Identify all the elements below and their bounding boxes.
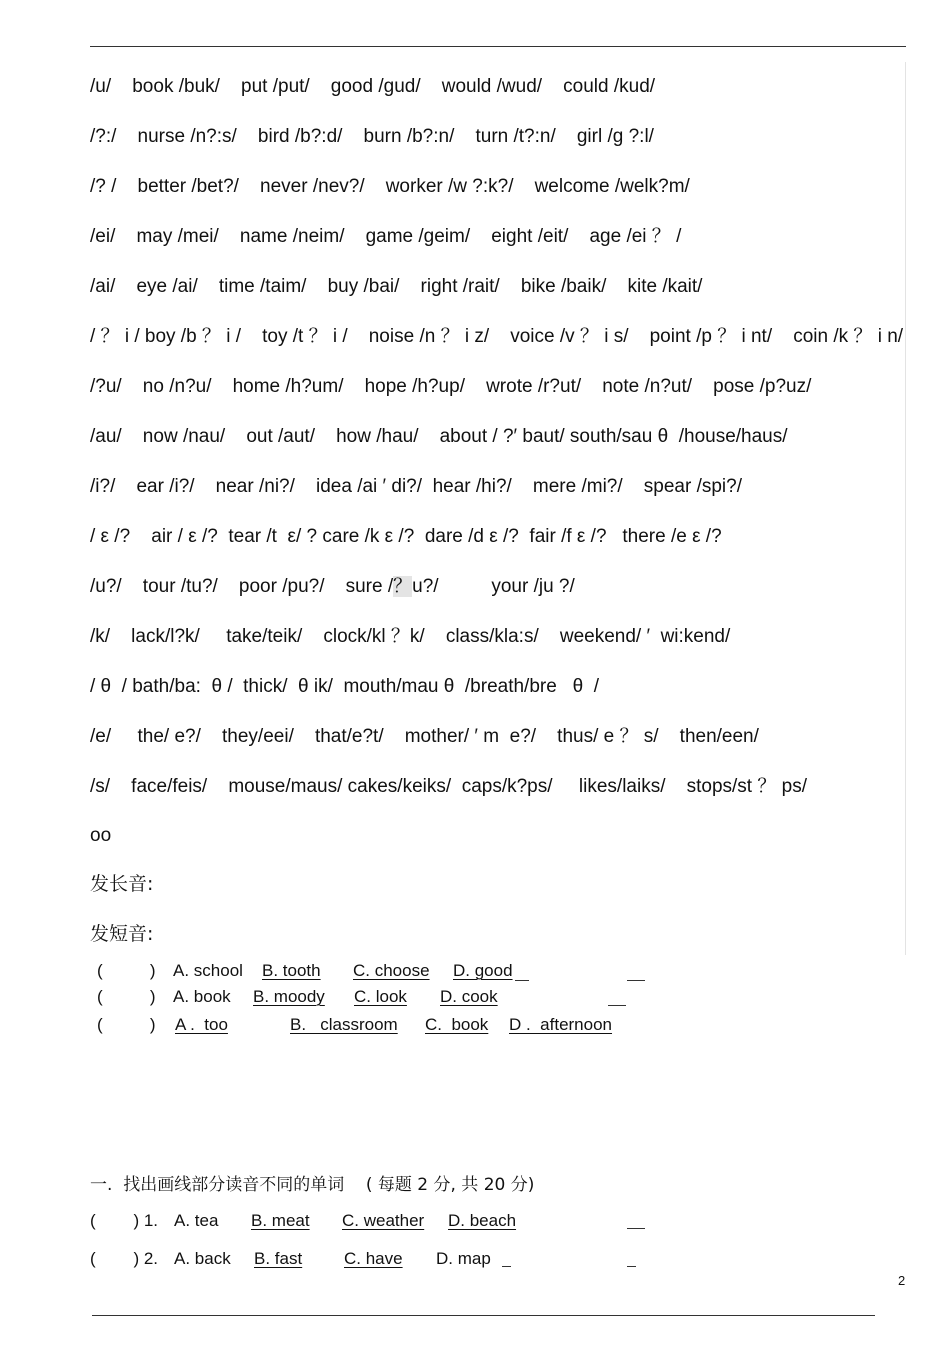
option-c: C. choose (353, 961, 430, 980)
option-c: C. look (354, 987, 407, 1006)
option-b: B. classroom (290, 1015, 398, 1034)
option-b: B. fast (254, 1249, 303, 1268)
option-b: B. moody (253, 987, 325, 1006)
long-sound-label: 发长音: (90, 873, 154, 895)
section-title: 一. 找出画线部分读音不同的单词 ( 每题 2 分, 共 20 分) (90, 1175, 535, 1195)
option-c: C. have (344, 1249, 403, 1268)
option-a: A. book (173, 987, 231, 1006)
option-b: B. tooth (262, 961, 321, 980)
phonics-line-ue (90, 575, 575, 599)
option-a: A. back (174, 1249, 231, 1268)
sure-suffix: u?/ your /ju ?/ (412, 576, 575, 597)
underline-blank (627, 980, 645, 981)
short-sound-label: 发短音: (90, 923, 154, 945)
answer-paren[interactable]: ( ) (97, 961, 156, 980)
phonics-line-ai: /ai/ eye /ai/ time /taim/ buy /bai/ right /rait/ bike /baik/ kite /kait/ (90, 276, 703, 297)
frame-border (905, 62, 906, 955)
option-b: B. meat (251, 1211, 310, 1230)
phonics-line-schwa: /? / better /bet?/ never /nev?/ worker /w ?:k?/ welcome /welk?m/ (90, 176, 690, 197)
option-d: D. map (436, 1249, 491, 1268)
phonics-line-oo: oo (90, 825, 112, 846)
answer-paren[interactable]: ( ) (97, 987, 156, 1006)
phonics-line-theta: / θ / bath/ba: θ / thick/ θ ik/ mouth/mau θ /breath/bre θ / (90, 676, 600, 697)
phonics-line-u: /u/ book /buk/ put /put/ good /gud/ would /wud/ could /kud/ (90, 76, 656, 97)
phonics-line-k: /k/ lack/l?k/ take/teik/ clock/kl ？k/ class/kla:s/ weekend/ ′ wi:kend/ (90, 626, 731, 647)
phonics-line-oi: / ？ i / boy /b ？ i / toy /t ？ i / noise /n ？ i z/ voice /v ？ i s/ point /p ？ i nt/ coin /k ？ i n/ (90, 326, 904, 347)
highlighted-glyph: ？ (393, 576, 413, 597)
phonics-line-er-long: /?:/ nurse /n?:s/ bird /b?:d/ burn /b?:n/ turn /t?:n/ girl /g ?:l/ (90, 126, 654, 147)
phonics-line-s: /s/ face/feis/ mouse/maus/ cakes/keiks/ caps/k?ps/ likes/laiks/ stops/st ？ ps/ (90, 776, 807, 797)
underline-blank (627, 1228, 645, 1229)
phonics-line-ie: /i?/ ear /i?/ near /ni?/ idea /ai ′ di?/ hear /hi?/ mere /mi?/ spear /spi?/ (90, 476, 742, 497)
option-a: A . too (175, 1015, 228, 1034)
sure-prefix: /u?/ tour /tu?/ poor /pu?/ sure / (90, 576, 394, 597)
underline-blank (502, 1266, 511, 1267)
option-d: D. good (453, 961, 513, 980)
underline-blank (608, 1005, 626, 1006)
answer-paren[interactable]: ( ) 2. (90, 1249, 159, 1268)
option-d: D. beach (448, 1211, 517, 1230)
answer-paren[interactable]: ( ) (97, 1015, 156, 1034)
answer-paren[interactable]: ( ) 1. (90, 1211, 159, 1230)
option-a: A. tea (174, 1211, 219, 1230)
footer-rule (92, 1315, 875, 1316)
phonics-line-ei: /ei/ may /mei/ name /neim/ game /geim/ eight /eit/ age /ei ？ / (90, 226, 682, 247)
option-d: D . afternoon (509, 1015, 613, 1034)
underline-blank (627, 1266, 636, 1267)
header-rule (90, 46, 906, 47)
option-a: A. school (173, 961, 243, 980)
option-c: C. weather (342, 1211, 425, 1230)
option-c: C. book (425, 1015, 489, 1034)
phonics-line-au: /au/ now /nau/ out /aut/ how /hau/ about / ?′ baut/ south/sau θ /house/haus/ (90, 426, 788, 447)
option-d: D. cook (440, 987, 498, 1006)
phonics-line-ea: / ε /? air / ε /? tear /t ε/ ? care /k ε /? dare /d ε /? fair /f ε /? there /e ε /? (90, 526, 722, 547)
phonics-line-eth: /e/ the/ e?/ they/eei/ that/e?t/ mother/ ′ m e?/ thus/ e ？ s/ then/een/ (90, 726, 759, 747)
underline-blank (515, 980, 529, 981)
phonics-line-ou: /?u/ no /n?u/ home /h?um/ hope /h?up/ wrote /r?ut/ note /n?ut/ pose /p?uz/ (90, 376, 812, 397)
page-number: 2 (898, 1273, 906, 1288)
